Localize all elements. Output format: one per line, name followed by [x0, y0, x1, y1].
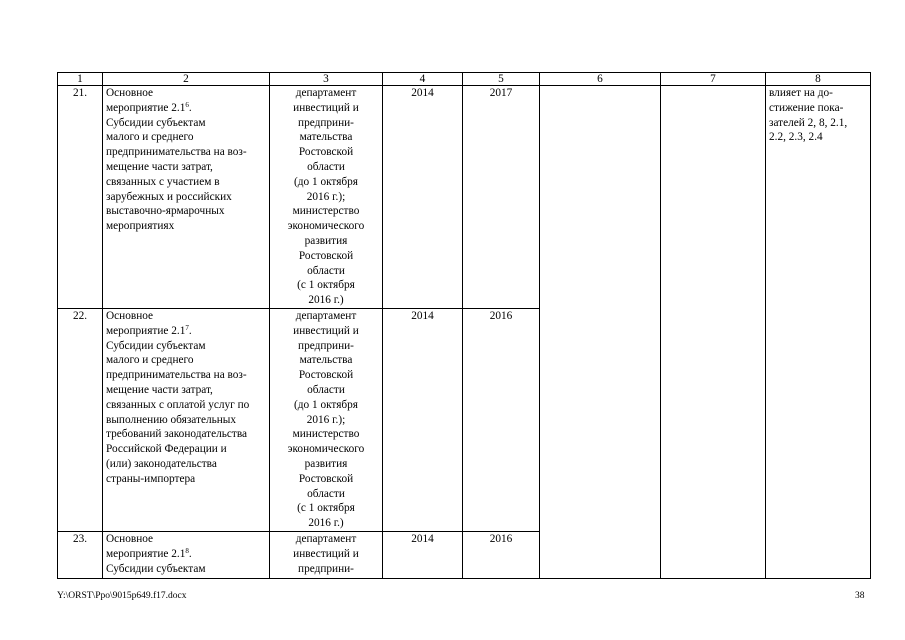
page-number: 38	[855, 591, 865, 601]
start-year: 2014	[383, 86, 463, 309]
header-cell: 5	[463, 73, 540, 86]
footnote-ref: 7	[185, 323, 189, 332]
measure-title: Основное мероприятие 2.1	[106, 309, 186, 337]
executor	[270, 86, 383, 309]
measure-name	[103, 308, 270, 531]
measure-title: Основное мероприятие 2.1	[106, 87, 186, 114]
footnote-ref: 6	[185, 100, 189, 109]
executor-text: департамент инвестиций и предприни- мательства Ростовской области (до 1 октября 2016 г.); министерство экономического развития Ростовской области (с 1 октября 2016 г.)	[287, 309, 365, 530]
header-cell: 8	[766, 73, 871, 86]
header-cell: 7	[661, 73, 766, 86]
table-row	[58, 86, 871, 309]
start-year: 2014	[383, 308, 463, 531]
file-path: Y:\ORST\Ppo\9015p649.f17.docx	[57, 591, 187, 601]
header-cell: 2	[103, 73, 270, 86]
end-year: 2016	[463, 308, 540, 531]
executor	[270, 531, 383, 578]
col-8-cell	[766, 86, 871, 579]
measure-description: . Субсидии субъектам малого и среднего предпринимательства на воз- мещение части затрат, связанных с участием в зарубежных и российских выставочно-ярмарочных мероприятиях	[106, 101, 247, 233]
footnote-ref: 8	[185, 546, 189, 555]
header-cell: 1	[58, 73, 103, 86]
header-cell: 3	[270, 73, 383, 86]
measure-name	[103, 531, 270, 578]
measure-title: Основное мероприятие 2.1	[106, 532, 186, 560]
measure-description: . Субсидии субъектам	[106, 547, 206, 575]
measure-description: . Субсидии субъектам малого и среднего предпринимательства на воз- мещение части затрат, связанных с оплатой услуг по выполнению обязательных требований законодательства Российской Федерации и (или) законодательства страны-импортера	[106, 324, 250, 485]
end-year: 2016	[463, 531, 540, 578]
executor-text: департамент инвестиций и предприни-	[293, 532, 359, 575]
measure-name	[103, 86, 270, 309]
header-cell: 6	[540, 73, 661, 86]
row-number: 22.	[58, 308, 103, 531]
col-6-cell	[540, 86, 661, 579]
row-number: 21.	[58, 86, 103, 309]
header-cell: 4	[383, 73, 463, 86]
measures-table	[57, 72, 871, 579]
executor-text: департамент инвестиций и предприни- мательства Ростовской области (до 1 октября 2016 г.); министерство экономического развития Ростовской области (с 1 октября 2016 г.)	[287, 87, 365, 307]
start-year: 2014	[383, 531, 463, 578]
header-row	[58, 73, 871, 86]
row-number: 23.	[58, 531, 103, 578]
executor	[270, 308, 383, 531]
indicator-impact-text: влияет на до- стижение пока- зателей 2, 8, 2.1, 2.2, 2.3, 2.4	[769, 87, 848, 144]
end-year: 2017	[463, 86, 540, 309]
col-7-cell	[661, 86, 766, 579]
